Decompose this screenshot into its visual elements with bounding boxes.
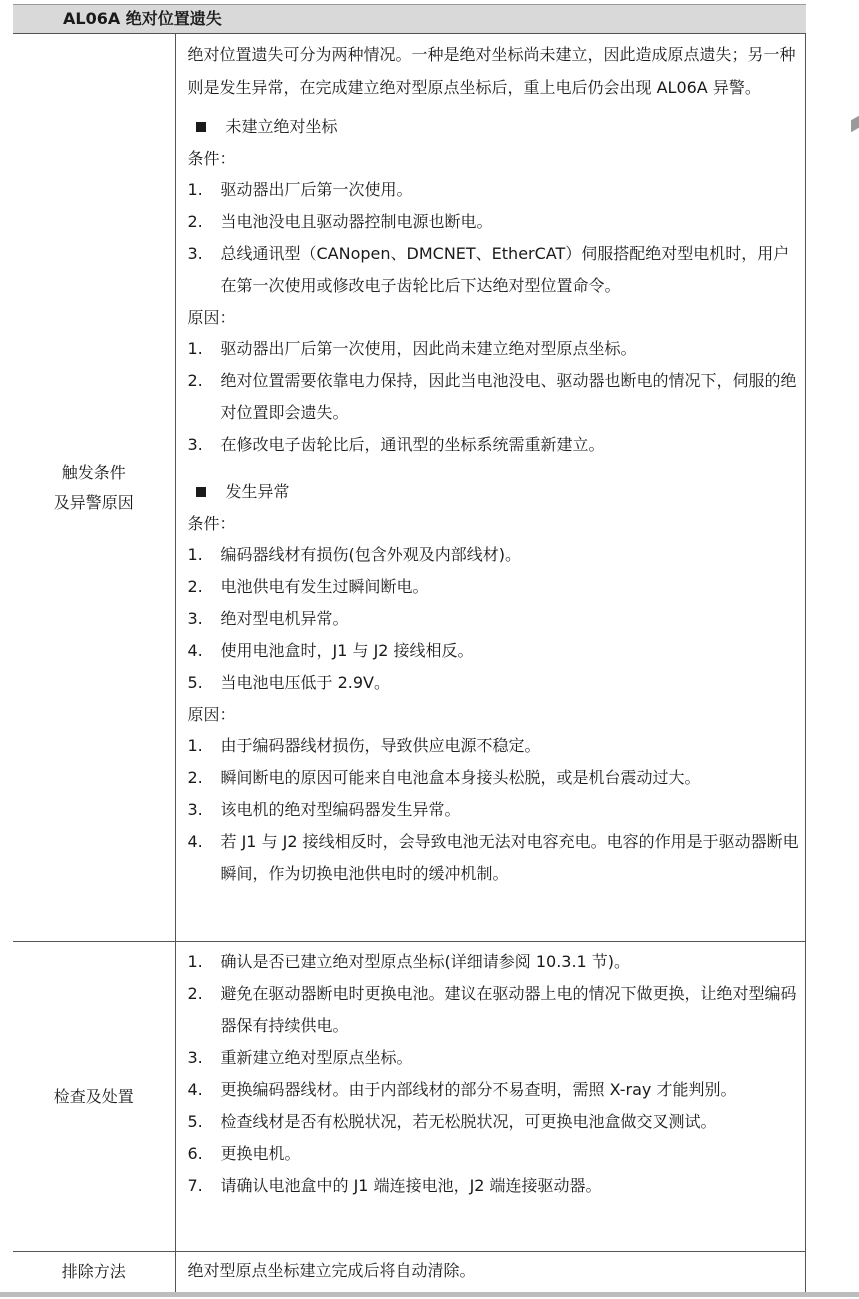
clear-text: 绝对型原点坐标建立完成后将自动清除。 xyxy=(175,1252,806,1293)
list-item-number: 1. xyxy=(187,545,203,564)
section1-conditions xyxy=(188,174,800,302)
alarm-document xyxy=(13,4,806,1293)
list-item-text: 更换电机。 xyxy=(220,1144,301,1163)
list-item xyxy=(188,429,800,461)
list-item xyxy=(188,206,800,238)
square-bullet-icon xyxy=(196,122,206,132)
list-item xyxy=(188,762,800,794)
list-item xyxy=(188,333,800,365)
square-bullet-icon xyxy=(196,487,206,497)
list-item-text: 确认是否已建立绝对型原点坐标(详细请参阅 10.3.1 节)。 xyxy=(220,952,631,971)
trigger-label xyxy=(13,34,175,942)
list-item xyxy=(188,1074,800,1106)
section1-heading-text: 未建立绝对坐标 xyxy=(225,117,338,136)
bottom-rule xyxy=(0,1292,859,1297)
alarm-table xyxy=(13,33,806,1293)
list-item-number: 3. xyxy=(187,435,203,454)
list-item xyxy=(188,1042,800,1074)
list-item xyxy=(188,539,800,571)
list-item-text: 绝对位置需要依靠电力保持，因此当电池没电、驱动器也断电的情况下，伺服的绝对位置即会遗失。 xyxy=(220,371,797,422)
trigger-row xyxy=(13,34,806,942)
list-item xyxy=(188,174,800,206)
list-item-number: 3. xyxy=(187,609,203,628)
list-item-text: 使用电池盒时，J1 与 J2 接线相反。 xyxy=(220,641,474,660)
list-item-number: 5. xyxy=(187,673,203,692)
list-item-text: 该电机的绝对型编码器发生异常。 xyxy=(220,800,461,819)
list-item-text: 驱动器出厂后第一次使用，因此尚未建立绝对型原点坐标。 xyxy=(220,339,637,358)
list-item-number: 4. xyxy=(187,1080,203,1099)
list-item xyxy=(188,1170,800,1202)
list-item-number: 2. xyxy=(187,371,203,390)
section1-causes xyxy=(188,333,800,461)
list-item-text: 绝对型电机异常。 xyxy=(220,609,349,628)
list-item-number: 5. xyxy=(187,1112,203,1131)
list-item-number: 3. xyxy=(187,1048,203,1067)
check-label: 检查及处置 xyxy=(13,942,175,1252)
list-item-number: 2. xyxy=(187,768,203,787)
list-item-number: 1. xyxy=(187,339,203,358)
list-item-text: 驱动器出厂后第一次使用。 xyxy=(220,180,413,199)
trigger-label-line1: 触发条件 xyxy=(61,462,126,482)
list-item xyxy=(188,238,800,302)
section1-heading xyxy=(188,110,800,143)
list-item-number: 1. xyxy=(187,180,203,199)
list-item-text: 避免在驱动器断电时更换电池。建议在驱动器上电的情况下做更换，让绝对型编码器保有持续供电。 xyxy=(220,984,797,1035)
list-item-text: 当电池没电且驱动器控制电源也断电。 xyxy=(220,212,493,231)
clear-row xyxy=(13,1252,806,1293)
list-item-number: 4. xyxy=(187,641,203,660)
list-item-text: 请确认电池盒中的 J1 端连接电池，J2 端连接驱动器。 xyxy=(220,1176,602,1195)
list-item xyxy=(188,365,800,429)
trigger-label-line2: 及异警原因 xyxy=(53,492,134,512)
list-item-number: 7. xyxy=(187,1176,203,1195)
list-item-number: 1. xyxy=(187,952,203,971)
section2-cond-label: 条件： xyxy=(187,514,236,533)
list-item xyxy=(188,667,800,699)
list-item xyxy=(188,603,800,635)
trigger-content xyxy=(175,34,806,942)
section2-causes xyxy=(188,730,800,890)
list-item-text: 当电池电压低于 2.9V。 xyxy=(220,673,390,692)
list-item xyxy=(188,730,800,762)
list-item-text: 由于编码器线材损伤，导致供应电源不稳定。 xyxy=(220,736,541,755)
list-item-text: 重新建立绝对型原点坐标。 xyxy=(220,1048,413,1067)
check-content xyxy=(175,942,806,1252)
list-item-number: 3. xyxy=(187,800,203,819)
list-item-number: 4. xyxy=(187,832,203,851)
section2-heading xyxy=(188,475,800,508)
list-item-text: 电池供电有发生过瞬间断电。 xyxy=(220,577,429,596)
list-item-text: 更换编码器线材。由于内部线材的部分不易查明，需照 X-ray 才能判别。 xyxy=(220,1080,737,1099)
list-item-number: 2. xyxy=(187,212,203,231)
list-item-text: 编码器线材有损伤(包含外观及内部线材)。 xyxy=(220,545,521,564)
list-item xyxy=(188,794,800,826)
alarm-title: AL06A 绝对位置遗失 xyxy=(13,4,806,33)
check-items xyxy=(188,946,800,1202)
section1-cause-label: 原因： xyxy=(187,308,236,327)
list-item xyxy=(188,946,800,978)
list-item xyxy=(188,571,800,603)
list-item xyxy=(188,1106,800,1138)
list-item xyxy=(188,826,800,890)
section2-cause-label: 原因： xyxy=(187,705,236,724)
intro-paragraph: 绝对位置遗失可分为两种情况。一种是绝对坐标尚未建立，因此造成原点遗失；另一种则是发生异常，在完成建立绝对型原点坐标后，重上电后仍会出现 AL06A 异警。 xyxy=(187,45,796,97)
check-row xyxy=(13,942,806,1252)
list-item-number: 2. xyxy=(187,984,203,1003)
list-item-number: 3. xyxy=(187,244,203,263)
clear-label: 排除方法 xyxy=(13,1252,175,1293)
list-item-text: 若 J1 与 J2 接线相反时，会导致电池无法对电容充电。电容的作用是于驱动器断电瞬间，作为切换电池供电时的缓冲机制。 xyxy=(220,832,799,883)
section2-heading-text: 发生异常 xyxy=(225,482,290,501)
list-item-text: 总线通讯型（CANopen、DMCNET、EtherCAT）伺服搭配绝对型电机时，用户在第一次使用或修改电子齿轮比后下达绝对型位置命令。 xyxy=(220,244,790,295)
list-item-number: 2. xyxy=(187,577,203,596)
list-item-number: 1. xyxy=(187,736,203,755)
list-item xyxy=(188,1138,800,1170)
list-item-number: 6. xyxy=(187,1144,203,1163)
page-edge-mark xyxy=(851,116,859,133)
section2-conditions xyxy=(188,539,800,699)
list-item-text: 瞬间断电的原因可能来自电池盒本身接头松脱，或是机台震动过大。 xyxy=(220,768,701,787)
list-item-text: 在修改电子齿轮比后，通讯型的坐标系统需重新建立。 xyxy=(220,435,605,454)
list-item-text: 检查线材是否有松脱状况，若无松脱状况，可更换电池盒做交叉测试。 xyxy=(220,1112,717,1131)
section1-cond-label: 条件： xyxy=(187,149,236,168)
list-item xyxy=(188,635,800,667)
list-item xyxy=(188,978,800,1042)
